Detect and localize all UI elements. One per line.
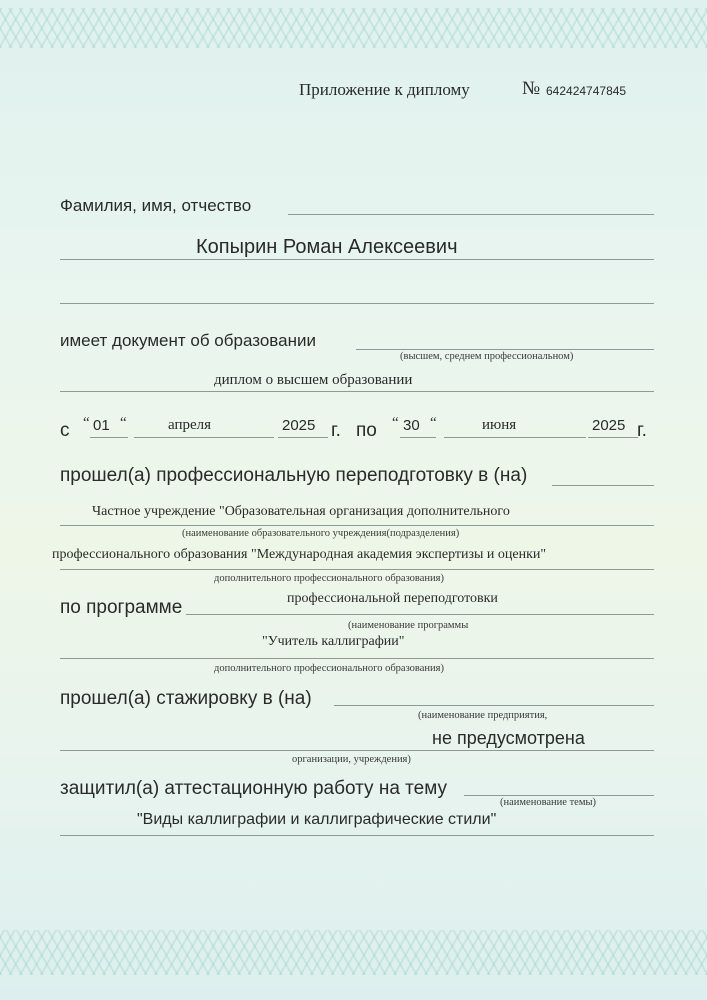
retraining-line-1 [60, 525, 654, 526]
document-line-2 [60, 391, 654, 392]
program-value-2: "Учитель каллиграфии" [262, 634, 405, 649]
thesis-line-1 [464, 795, 654, 796]
thesis-label: защитил(а) аттестационную работу на тему [60, 778, 447, 799]
period-to-quote-open: “ [392, 415, 399, 431]
bottom-guilloche-band [0, 930, 707, 975]
fio-line-3 [60, 303, 654, 304]
internship-hint-1: (наименование предприятия, [418, 710, 548, 721]
period-from-month-line [134, 437, 274, 438]
document-label: имеет документ об образовании [60, 331, 316, 350]
period-to-quote-close: “ [430, 415, 437, 431]
period-from-prefix: с [60, 420, 70, 441]
top-guilloche-band [0, 8, 707, 48]
internship-line-1 [334, 705, 654, 706]
document-value: диплом о высшем образовании [214, 372, 413, 388]
fio-value: Копырин Роман Алексеевич [196, 236, 458, 258]
retraining-hint-1: (наименование образовательного учреждения(подразделения) [182, 528, 460, 539]
period-to-day-line [400, 437, 436, 438]
document-hint: (высшем, среднем профессиональном) [400, 351, 574, 362]
retraining-org-line-1: Частное учреждение "Образовательная организация дополнительного [92, 504, 510, 519]
retraining-line-0 [552, 485, 654, 486]
fio-label: Фамилия, имя, отчество [60, 196, 252, 215]
internship-label: прошел(а) стажировку в (на) [60, 688, 312, 709]
thesis-line-2 [60, 835, 654, 836]
retraining-line-2 [60, 569, 654, 570]
program-line-1 [186, 614, 654, 615]
period-from-year: 2025 [282, 417, 316, 434]
program-hint-1: (наименование программы [348, 620, 469, 631]
period-from-day-line [90, 437, 128, 438]
fio-line-1 [288, 214, 654, 215]
internship-line-2 [60, 750, 654, 751]
period-from-day: 01 [93, 417, 110, 434]
header-title: Приложение к диплому [299, 80, 470, 99]
period-from-year-suffix: г. [331, 420, 341, 441]
program-line-2 [60, 658, 654, 659]
number-symbol: № [522, 78, 541, 99]
retraining-label: прошел(а) профессиональную переподготовку в (на) [60, 465, 528, 486]
internship-hint-2: организации, учреждения) [292, 754, 411, 765]
period-to-year-line [588, 437, 638, 438]
period-to-month-line [444, 437, 586, 438]
program-label: по программе [60, 597, 183, 618]
period-to-year-suffix: г. [637, 420, 647, 441]
thesis-hint: (наименование темы) [500, 797, 597, 808]
period-to-day: 30 [403, 417, 420, 434]
diploma-number: 642424747845 [546, 84, 627, 98]
period-from-quote-close: “ [120, 415, 127, 431]
period-to-prefix: по [356, 420, 377, 441]
program-hint-2: дополнительного профессионального образования) [214, 663, 444, 674]
period-to-year: 2025 [592, 417, 626, 434]
retraining-hint-2: дополнительного профессионального образования) [214, 573, 444, 584]
fio-line-2 [60, 259, 654, 260]
period-to-month: июня [482, 417, 517, 433]
thesis-value: "Виды каллиграфии и каллиграфические стили" [137, 811, 497, 828]
period-from-quote-open: “ [83, 415, 90, 431]
program-value-1: профессиональной переподготовки [287, 591, 498, 606]
period-from-month: апреля [168, 417, 212, 433]
period-from-year-line [278, 437, 328, 438]
document-line-1 [356, 349, 654, 350]
internship-value: не предусмотрена [432, 728, 585, 748]
retraining-org-line-2: профессионального образования "Международная академия экспертизы и оценки" [52, 547, 547, 562]
